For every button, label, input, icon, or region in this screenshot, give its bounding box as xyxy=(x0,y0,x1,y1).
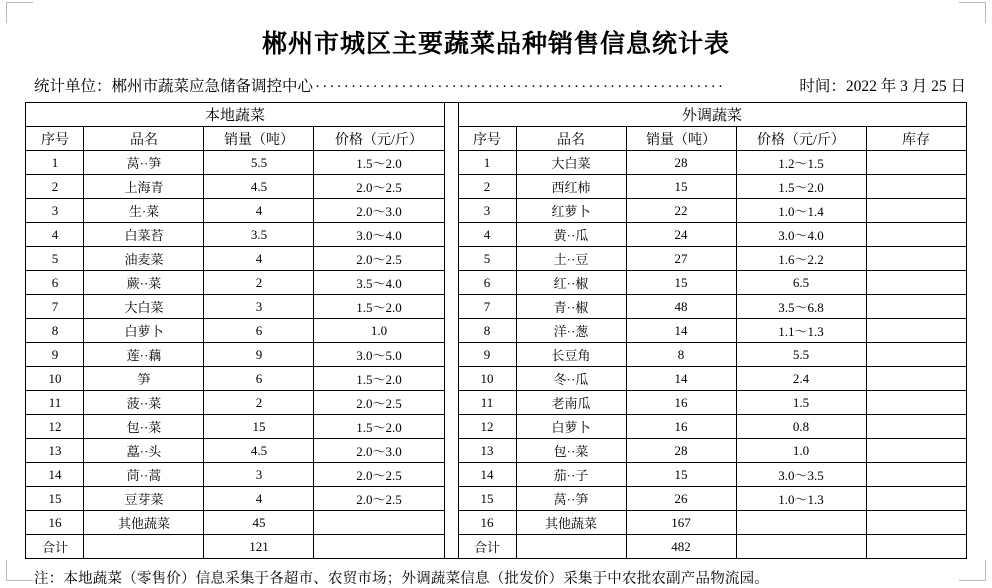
cell-external-price: 1.0～1.4 xyxy=(736,199,866,223)
cell-external-name: 土··豆 xyxy=(516,247,626,271)
table-row xyxy=(26,199,966,223)
cell-external-sales: 48 xyxy=(626,295,736,319)
cell-external-stock xyxy=(866,367,966,391)
cell-external-sales: 28 xyxy=(626,439,736,463)
table-row xyxy=(26,343,966,367)
cell-local-name: 白萝卜 xyxy=(84,319,204,343)
col-local-name: 品名 xyxy=(84,127,204,151)
table-row xyxy=(26,439,966,463)
cell-local-name: 莲··藕 xyxy=(84,343,204,367)
cell-local-sales: 15 xyxy=(204,415,314,439)
table-row xyxy=(26,319,966,343)
cell-local-sales: 2 xyxy=(204,271,314,295)
cell-external-sales: 482 xyxy=(626,535,736,559)
cell-external-name: 红萝卜 xyxy=(516,199,626,223)
cell-local-sales: 6 xyxy=(204,319,314,343)
cell-local-price: 1.5～2.0 xyxy=(314,367,444,391)
cell-local-sales: 9 xyxy=(204,343,314,367)
cell-external-name: 莴··笋 xyxy=(516,487,626,511)
col-local-no: 序号 xyxy=(26,127,84,151)
cell-local-no: 15 xyxy=(26,487,84,511)
table-body xyxy=(26,103,966,559)
cell-local-sales: 3.5 xyxy=(204,223,314,247)
cell-external-stock xyxy=(866,319,966,343)
cell-local-no: 9 xyxy=(26,343,84,367)
table-row xyxy=(26,295,966,319)
table-row xyxy=(26,487,966,511)
cell-external-sales: 8 xyxy=(626,343,736,367)
cell-external-price: 0.8 xyxy=(736,415,866,439)
table-row xyxy=(26,151,966,175)
cell-local-no: 16 xyxy=(26,511,84,535)
cell-external-price xyxy=(736,535,866,559)
cell-external-name: 红··椒 xyxy=(516,271,626,295)
cell-local-sales: 121 xyxy=(204,535,314,559)
cell-local-no: 合计 xyxy=(26,535,84,559)
cell-external-name xyxy=(516,535,626,559)
cell-local-sales: 5.5 xyxy=(204,151,314,175)
table-row xyxy=(26,223,966,247)
cell-external-price: 1.2～1.5 xyxy=(736,151,866,175)
cell-external-price: 1.0～1.3 xyxy=(736,487,866,511)
cell-external-sales: 14 xyxy=(626,367,736,391)
cell-local-price: 2.0～2.5 xyxy=(314,175,444,199)
crop-mark-bottom-left xyxy=(6,560,33,581)
cell-local-sales: 4.5 xyxy=(204,175,314,199)
table-row xyxy=(26,367,966,391)
cell-external-stock xyxy=(866,175,966,199)
cell-external-name: 青··椒 xyxy=(516,295,626,319)
cell-external-name: 白萝卜 xyxy=(516,415,626,439)
cell-external-no: 4 xyxy=(458,223,516,247)
cell-external-sales: 24 xyxy=(626,223,736,247)
cell-external-sales: 15 xyxy=(626,175,736,199)
cell-external-stock xyxy=(866,247,966,271)
cell-local-price: 3.5～4.0 xyxy=(314,271,444,295)
cell-local-price: 1.5～2.0 xyxy=(314,151,444,175)
cell-external-price: 2.4 xyxy=(736,367,866,391)
cell-local-name: 笋 xyxy=(84,367,204,391)
cell-local-name: 莴··笋 xyxy=(84,151,204,175)
cell-local-no: 14 xyxy=(26,463,84,487)
cell-external-no: 12 xyxy=(458,415,516,439)
col-external-price: 价格（元/斤） xyxy=(736,127,866,151)
cell-local-no: 1 xyxy=(26,151,84,175)
cell-local-no: 3 xyxy=(26,199,84,223)
cell-external-no: 合计 xyxy=(458,535,516,559)
cell-external-no: 11 xyxy=(458,391,516,415)
cell-local-name: 菠··菜 xyxy=(84,391,204,415)
cell-external-sales: 167 xyxy=(626,511,736,535)
cell-local-no: 12 xyxy=(26,415,84,439)
cell-external-sales: 14 xyxy=(626,319,736,343)
col-local-price: 价格（元/斤） xyxy=(314,127,444,151)
cell-local-no: 10 xyxy=(26,367,84,391)
cell-local-price: 1.5～2.0 xyxy=(314,415,444,439)
crop-mark-bottom-right xyxy=(959,560,986,581)
cell-local-no: 6 xyxy=(26,271,84,295)
cell-external-stock xyxy=(866,223,966,247)
cell-local-sales: 6 xyxy=(204,367,314,391)
cell-external-name: 冬··瓜 xyxy=(516,367,626,391)
table-row xyxy=(26,463,966,487)
cell-external-no: 2 xyxy=(458,175,516,199)
col-external-no: 序号 xyxy=(458,127,516,151)
table-row xyxy=(26,247,966,271)
cell-local-sales: 2 xyxy=(204,391,314,415)
cell-local-name: 包··菜 xyxy=(84,415,204,439)
table-row xyxy=(26,415,966,439)
cell-external-price: 1.5～2.0 xyxy=(736,175,866,199)
crop-mark-top-left xyxy=(6,2,33,23)
footnote: 注：本地蔬菜（零售价）信息采集于各超市、农贸市场；外调蔬菜信息（批发价）采集于中农批农副产品物流园。 xyxy=(34,571,769,587)
cell-local-name: 其他蔬菜 xyxy=(84,511,204,535)
cell-external-price: 1.6～2.2 xyxy=(736,247,866,271)
cell-external-no: 15 xyxy=(458,487,516,511)
cell-external-no: 6 xyxy=(458,271,516,295)
cell-local-name xyxy=(84,535,204,559)
cell-external-price: 3.5～6.8 xyxy=(736,295,866,319)
cell-external-stock xyxy=(866,535,966,559)
cell-external-stock xyxy=(866,391,966,415)
table-row xyxy=(26,271,966,295)
col-external-sales: 销量（吨） xyxy=(626,127,736,151)
cell-external-no: 9 xyxy=(458,343,516,367)
cell-external-no: 16 xyxy=(458,511,516,535)
cell-local-sales: 3 xyxy=(204,463,314,487)
meta-dot-leader: ························································· xyxy=(315,79,726,95)
cell-external-sales: 15 xyxy=(626,463,736,487)
cell-local-price: 2.0～3.0 xyxy=(314,439,444,463)
cell-external-stock xyxy=(866,271,966,295)
cell-external-name: 洋··葱 xyxy=(516,319,626,343)
col-local-sales: 销量（吨） xyxy=(204,127,314,151)
cell-external-stock xyxy=(866,511,966,535)
cell-external-sales: 22 xyxy=(626,199,736,223)
cell-external-no: 13 xyxy=(458,439,516,463)
cell-local-no: 7 xyxy=(26,295,84,319)
cell-local-price: 2.0～2.5 xyxy=(314,487,444,511)
statistics-unit-label: 统计单位：郴州市蔬菜应急储备调控中心 xyxy=(34,78,314,95)
cell-local-price: 2.0～2.5 xyxy=(314,247,444,271)
cell-external-sales: 27 xyxy=(626,247,736,271)
cell-external-price: 1.1～1.3 xyxy=(736,319,866,343)
page-title: 郴州市城区主要蔬菜品种销售信息统计表 xyxy=(261,31,730,58)
cell-local-name: 茼··蒿 xyxy=(84,463,204,487)
cell-external-name: 长豆角 xyxy=(516,343,626,367)
cell-external-no: 10 xyxy=(458,367,516,391)
cell-local-price: 2.0～2.5 xyxy=(314,391,444,415)
cell-local-sales: 4.5 xyxy=(204,439,314,463)
cell-external-price: 6.5 xyxy=(736,271,866,295)
cell-external-price: 3.0～3.5 xyxy=(736,463,866,487)
cell-local-price: 3.0～4.0 xyxy=(314,223,444,247)
cell-external-price xyxy=(736,511,866,535)
cell-local-price: 1.0 xyxy=(314,319,444,343)
cell-external-stock xyxy=(866,151,966,175)
cell-local-price: 2.0～3.0 xyxy=(314,199,444,223)
cell-external-price: 5.5 xyxy=(736,343,866,367)
cell-local-no: 5 xyxy=(26,247,84,271)
group-header-external: 外调蔬菜 xyxy=(458,103,966,127)
cell-external-no: 1 xyxy=(458,151,516,175)
column-separator xyxy=(444,103,458,559)
cell-external-no: 14 xyxy=(458,463,516,487)
table-row xyxy=(26,175,966,199)
cell-local-no: 13 xyxy=(26,439,84,463)
cell-local-sales: 4 xyxy=(204,247,314,271)
cell-local-name: 藠··头 xyxy=(84,439,204,463)
cell-external-name: 茄··子 xyxy=(516,463,626,487)
table-row xyxy=(26,535,966,559)
col-external-name: 品名 xyxy=(516,127,626,151)
cell-local-price: 2.0～2.5 xyxy=(314,463,444,487)
cell-external-name: 黄··瓜 xyxy=(516,223,626,247)
vegetable-sales-table xyxy=(25,102,966,559)
cell-local-price xyxy=(314,511,444,535)
group-header-local: 本地蔬菜 xyxy=(26,103,444,127)
cell-external-stock xyxy=(866,463,966,487)
cell-external-no: 7 xyxy=(458,295,516,319)
crop-mark-top-right xyxy=(959,2,986,23)
cell-local-name: 生·菜 xyxy=(84,199,204,223)
cell-local-no: 2 xyxy=(26,175,84,199)
cell-external-sales: 15 xyxy=(626,271,736,295)
cell-external-name: 其他蔬菜 xyxy=(516,511,626,535)
cell-external-stock xyxy=(866,295,966,319)
cell-external-sales: 26 xyxy=(626,487,736,511)
cell-external-price: 1.0 xyxy=(736,439,866,463)
cell-external-stock xyxy=(866,343,966,367)
cell-external-sales: 16 xyxy=(626,415,736,439)
cell-external-name: 西红柿 xyxy=(516,175,626,199)
cell-external-stock xyxy=(866,487,966,511)
cell-local-no: 4 xyxy=(26,223,84,247)
cell-local-name: 蕨··菜 xyxy=(84,271,204,295)
cell-local-no: 8 xyxy=(26,319,84,343)
cell-external-no: 3 xyxy=(458,199,516,223)
cell-local-sales: 4 xyxy=(204,199,314,223)
cell-local-name: 大白菜 xyxy=(84,295,204,319)
cell-local-name: 油麦菜 xyxy=(84,247,204,271)
cell-external-no: 5 xyxy=(458,247,516,271)
cell-local-price: 1.5～2.0 xyxy=(314,295,444,319)
cell-local-name: 白菜苔 xyxy=(84,223,204,247)
cell-external-stock xyxy=(866,415,966,439)
cell-external-sales: 16 xyxy=(626,391,736,415)
meta-row xyxy=(34,74,966,96)
cell-local-sales: 4 xyxy=(204,487,314,511)
group-header-row xyxy=(26,103,966,127)
cell-local-no: 11 xyxy=(26,391,84,415)
table-row xyxy=(26,511,966,535)
column-header-row xyxy=(26,127,966,151)
cell-external-name: 包··菜 xyxy=(516,439,626,463)
cell-local-sales: 45 xyxy=(204,511,314,535)
cell-local-name: 豆芽菜 xyxy=(84,487,204,511)
cell-external-price: 1.5 xyxy=(736,391,866,415)
col-external-stock: 库存 xyxy=(866,127,966,151)
cell-external-name: 大白菜 xyxy=(516,151,626,175)
cell-external-stock xyxy=(866,199,966,223)
cell-local-price: 3.0～5.0 xyxy=(314,343,444,367)
cell-external-stock xyxy=(866,439,966,463)
table-row xyxy=(26,391,966,415)
cell-external-sales: 28 xyxy=(626,151,736,175)
cell-external-name: 老南瓜 xyxy=(516,391,626,415)
statistics-date-label: 时间：2022 年 3 月 25 日 xyxy=(799,78,966,95)
cell-local-sales: 3 xyxy=(204,295,314,319)
cell-external-no: 8 xyxy=(458,319,516,343)
cell-external-price: 3.0～4.0 xyxy=(736,223,866,247)
cell-local-name: 上海青 xyxy=(84,175,204,199)
cell-local-price xyxy=(314,535,444,559)
